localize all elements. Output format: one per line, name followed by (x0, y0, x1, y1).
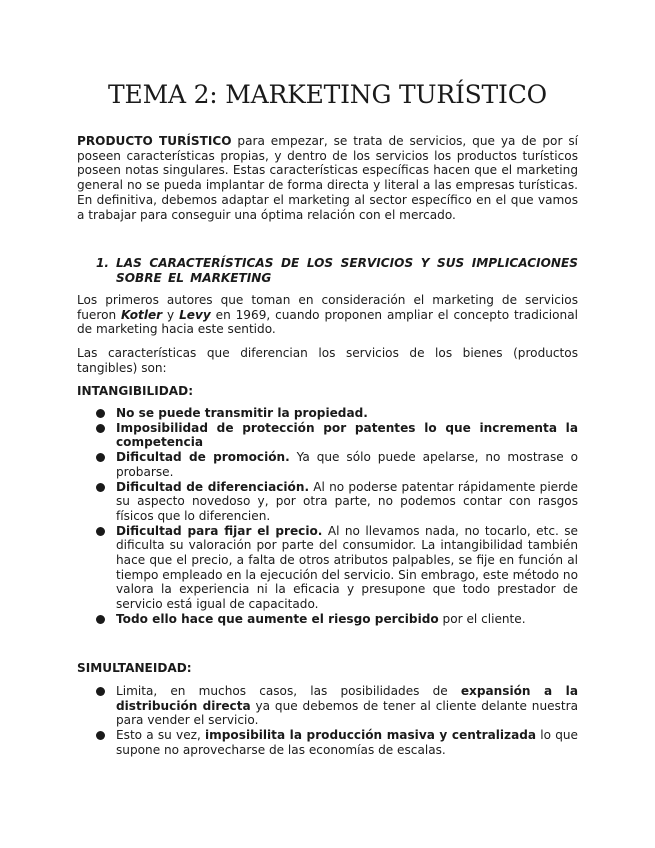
simultaneidad-list (96, 684, 578, 758)
list-item (96, 684, 578, 728)
item-bold: Dificultad de promoción. (116, 450, 290, 465)
bullet-icon (96, 731, 105, 740)
list-item (96, 728, 578, 757)
author-kotler: Kotler (121, 307, 163, 322)
item-text: Al no llevamos nada, no tocarlo, etc. se dificulta su valoración por parte del consumidor. La intangibilidad también hace que el precio, a falta de otros atributos palpables, se fije en función al tiempo empleado en la ejecución del servicio. Sin embrago, este método no valora la experiencia ni la eficacia y presupone que todo prestador de servicio está igual de capacitado. (116, 523, 578, 612)
item-bold: No se puede transmitir la propiedad. (116, 406, 368, 420)
section-heading: LAS CARACTERÍSTICAS DE LOS SERVICIOS Y SUS IMPLICACIONES SOBRE EL MARKETING (116, 256, 578, 285)
bullet-icon (96, 687, 105, 696)
intangibilidad-label: INTANGIBILIDAD: (77, 384, 194, 398)
list-item (96, 450, 578, 479)
item-bold: Todo ello hace que aumente el riesgo percibido (116, 611, 439, 626)
intangibilidad-list (96, 406, 578, 627)
item-text: ya que debemos de tener al cliente delante nuestra para vender el servicio. (116, 698, 578, 728)
intro-paragraph (77, 134, 578, 222)
authors-text-after: en 1969, cuando proponen ampliar el concepto tradicional de marketing hacia este sentido. (77, 307, 578, 337)
bullet-icon (96, 527, 105, 536)
section-paragraph-characteristics: Las características que diferencian los servicios de los bienes (productos tangibles) son: (77, 346, 578, 375)
bullet-icon (96, 483, 105, 492)
item-bold: Dificultad para fijar el precio. (116, 523, 323, 538)
item-bold: imposibilita la producción masiva y centralizada (205, 728, 537, 743)
item-text: Esto a su vez, (116, 728, 206, 743)
page-title: TEMA 2: MARKETING TURÍSTICO (108, 80, 547, 109)
bullet-icon (96, 615, 105, 624)
list-item (96, 480, 578, 524)
simultaneidad-label: SIMULTANEIDAD: (77, 661, 192, 675)
section-paragraph-authors (77, 293, 578, 337)
item-text: Al no poderse patentar rápidamente pierde su aspecto novedoso y, por otra parte, no podemos contar con rasgos físicos que lo diferencien. (116, 479, 578, 523)
item-bold: expansión a la distribución directa (116, 684, 578, 713)
authors-text-and: y (162, 307, 180, 322)
intro-text: para empezar, se trata de servicios, que ya de por sí poseen características propias, y dentro de los servicios los productos turísticos poseen notas singulares. Estas características específicas hacen que el marketing general no se pueda implantar de forma directa y literal a las empresas turísticas. En definitiva, debemos adaptar el marketing al sector específico en el que vamos a trabajar para conseguir una óptima relación con el mercado. (77, 134, 578, 222)
bullet-icon (96, 409, 105, 418)
bullet-icon (96, 453, 105, 462)
item-text: Ya que sólo puede apelarse, no mostrase o probarse. (116, 450, 578, 479)
intro-lead: PRODUCTO TURÍSTICO (77, 134, 232, 148)
list-item (96, 524, 578, 612)
list-item (96, 421, 578, 450)
item-text: Limita, en muchos casos, las posibilidades de (116, 684, 461, 698)
item-bold: Imposibilidad de protección por patentes lo que incrementa la competencia (116, 420, 578, 450)
item-bold: Dificultad de diferenciación. (116, 479, 310, 494)
list-item (96, 406, 578, 421)
authors-text-before: Los primeros autores que toman en consideración el marketing de servicios fueron (77, 293, 578, 322)
list-item (96, 612, 578, 627)
section-number: 1. (96, 256, 110, 270)
item-text: por el cliente. (438, 611, 526, 626)
author-levy: Levy (179, 307, 211, 322)
bullet-icon (96, 424, 105, 433)
item-text: lo que supone no aprovecharse de las economías de escalas. (116, 728, 578, 757)
